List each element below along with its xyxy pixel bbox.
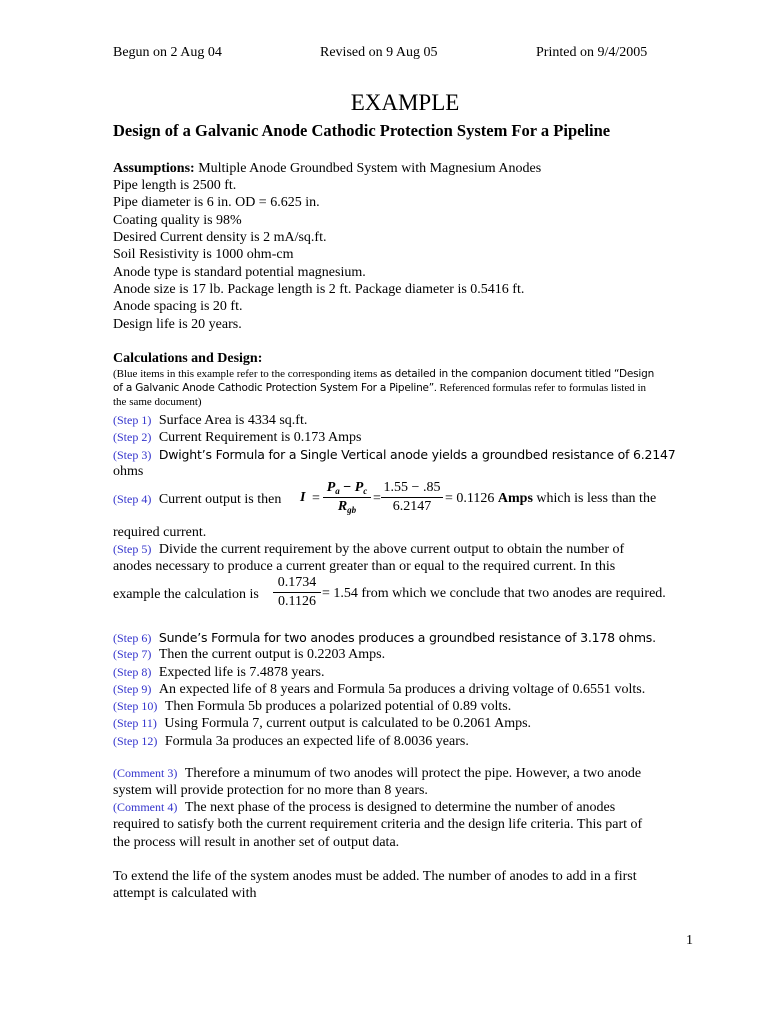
result-comment: which is less than the	[536, 491, 657, 506]
step-2	[113, 429, 361, 446]
step-tag: (Step 3)	[113, 448, 152, 462]
fraction-denominator: 6.2147	[392, 499, 432, 514]
assumptions-label: Assumptions:	[113, 161, 195, 176]
step-3	[113, 446, 676, 464]
comment-4-cont: required to satisfy both the current requirement criteria and the design life criteria. This part of	[113, 817, 643, 832]
comment-text: The next phase of the process is designed to determine the number of anodes	[184, 800, 616, 815]
minus-sign: −	[339, 480, 355, 495]
step-5-cont: anodes necessary to produce a current greater than or equal to the required current. In this	[113, 559, 616, 574]
assumption-item: Anode type is standard potential magnesium.	[113, 265, 366, 280]
step-12	[113, 733, 469, 750]
step-text: Expected life is 7.4878 years.	[158, 665, 325, 680]
page-subtitle: Design of a Galvanic Anode Cathodic Protection System For a Pipeline	[113, 121, 611, 140]
calc-note-line	[113, 367, 654, 381]
formula-fraction-symbolic	[323, 480, 371, 515]
closing-paragraph: To extend the life of the system anodes must be added. The number of anodes to add in a first	[113, 869, 637, 884]
step-tag: (Step 6)	[113, 631, 152, 645]
fraction-denominator	[323, 498, 371, 515]
calc-note-part: (Blue items in this example refer to the corresponding items	[113, 368, 380, 380]
comment-3	[113, 765, 641, 782]
step-3-cont: ohms	[113, 464, 144, 479]
comment-4	[113, 799, 615, 816]
step-5	[113, 541, 624, 558]
header-printed: Printed on 9/4/2005	[536, 45, 648, 60]
result-unit: Amps	[497, 491, 533, 506]
comment-4-cont: the process will result in another set of output data.	[113, 835, 400, 850]
closing-paragraph: attempt is calculated with	[113, 886, 257, 901]
calc-note-part: . Referenced formulas refer to formulas listed in	[434, 382, 647, 394]
fraction-numerator: 1.55 − .85	[381, 480, 443, 498]
step-tag: (Step 5)	[113, 542, 152, 556]
formula-fraction-numeric	[381, 480, 443, 515]
formula-eq: =	[373, 491, 381, 506]
subscript-a: a	[335, 486, 340, 496]
assumption-item: Soil Resistivity is 1000 ohm-cm	[113, 247, 294, 262]
assumption-item: Coating quality is 98%	[113, 213, 242, 228]
step-9	[113, 681, 645, 698]
step-tag: (Step 9)	[113, 682, 152, 696]
step-7	[113, 646, 385, 663]
calc-note-line	[113, 381, 646, 395]
step-text: Then the current output is 0.2203 Amps.	[158, 647, 386, 662]
step-10	[113, 698, 511, 715]
step-tag: (Step 2)	[113, 430, 152, 444]
step-4-result	[445, 491, 656, 507]
comment-3-cont: system will provide protection for no more than 8 years.	[113, 783, 428, 798]
step-text: Using Formula 7, current output is calculated to be 0.2061 Amps.	[164, 716, 532, 731]
page-title: EXAMPLE	[350, 90, 460, 115]
step-tag: (Step 10)	[113, 699, 158, 713]
assumptions-text: Multiple Anode Groundbed System with Magnesium Anodes	[198, 161, 542, 176]
assumption-item: Desired Current density is 2 mA/sq.ft.	[113, 230, 327, 245]
step-text: Current output is then	[158, 492, 282, 507]
step-tag: (Step 7)	[113, 647, 152, 661]
fraction-numerator	[323, 480, 371, 498]
symbol-pc: P	[354, 480, 364, 495]
formula-eq: =	[312, 491, 320, 506]
page-number: 1	[686, 933, 693, 948]
calc-note-part: as detailed in the companion document titled “Design	[380, 368, 655, 380]
step-text: An expected life of 8 years and Formula 5a produces a driving voltage of 0.6551 volts.	[158, 682, 646, 697]
comment-tag: (Comment 3)	[113, 766, 178, 780]
step-tag: (Step 8)	[113, 665, 152, 679]
step-1	[113, 412, 307, 429]
step-tag: (Step 11)	[113, 716, 157, 730]
symbol-r: R	[337, 499, 348, 514]
assumptions-intro	[113, 160, 541, 177]
step-text: Then Formula 5b produces a polarized potential of 0.89 volts.	[164, 699, 512, 714]
symbol-pa: P	[326, 480, 336, 495]
step-4	[113, 491, 281, 508]
step-tag: (Step 1)	[113, 413, 152, 427]
step-5-result: = 1.54 from which we conclude that two anodes are required.	[322, 586, 666, 601]
step-text: Divide the current requirement by the above current output to obtain the number of	[158, 542, 625, 557]
step-8	[113, 664, 324, 681]
fraction-denominator: 0.1126	[278, 594, 316, 609]
step-tag: (Step 12)	[113, 734, 158, 748]
assumption-item: Anode spacing is 20 ft.	[113, 299, 243, 314]
assumption-item: Anode size is 17 lb. Package length is 2 ft. Package diameter is 0.5416 ft.	[113, 282, 525, 297]
step-text: Surface Area is 4334 sq.ft.	[158, 413, 308, 428]
header-begun: Begun on 2 Aug 04	[113, 45, 222, 60]
calc-note-part: of a Galvanic Anode Cathodic Protection System For a Pipeline”	[113, 382, 435, 394]
step-5-fraction	[273, 575, 321, 610]
step-text: Dwight’s Formula for a Single Vertical anode yields a groundbed resistance of 6.2147	[158, 447, 676, 462]
step-tag: (Step 4)	[113, 492, 152, 506]
step-text: Formula 3a produces an expected life of 8.0036 years.	[164, 734, 469, 749]
step-11	[113, 715, 531, 732]
header-revised: Revised on 9 Aug 05	[320, 45, 438, 60]
formula-I: I	[300, 490, 306, 505]
step-4-cont: required current.	[113, 525, 207, 540]
step-5-calc: example the calculation is	[113, 587, 259, 602]
comment-text: Therefore a minumum of two anodes will protect the pipe. However, a two anode	[184, 766, 642, 781]
assumption-item: Pipe diameter is 6 in. OD = 6.625 in.	[113, 195, 320, 210]
subscript-c: c	[363, 486, 368, 496]
calc-note-line: the same document)	[113, 396, 202, 408]
comment-tag: (Comment 4)	[113, 800, 178, 814]
assumption-item: Design life is 20 years.	[113, 317, 242, 332]
assumption-item: Pipe length is 2500 ft.	[113, 178, 237, 193]
step-text: Sunde’s Formula for two anodes produces a groundbed resistance of 3.178 ohms.	[158, 630, 656, 645]
result-value: = 0.1126	[445, 491, 495, 506]
step-6	[113, 629, 656, 647]
fraction-numerator: 0.1734	[273, 575, 321, 593]
subscript-gb: gb	[347, 505, 357, 515]
calc-heading: Calculations and Design:	[113, 351, 263, 366]
step-text: Current Requirement is 0.173 Amps	[158, 430, 362, 445]
